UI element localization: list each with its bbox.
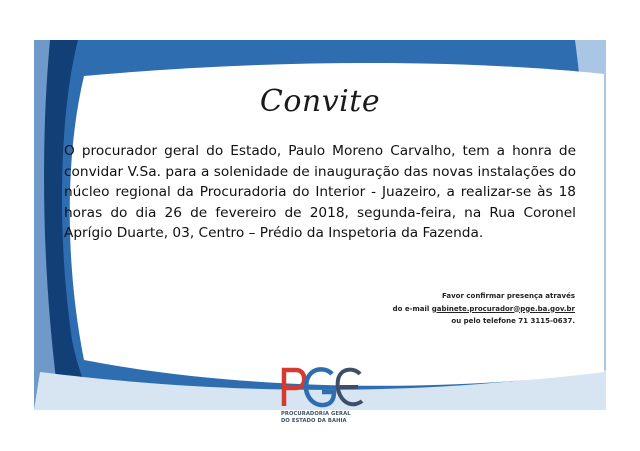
logo-letter-g (306, 369, 334, 405)
rsvp-line-3: ou pelo telefone 71 3115-0637. (451, 317, 575, 325)
logo-caption-line-1: PROCURADORIA GERAL (281, 411, 351, 417)
logo-letter-p (284, 370, 304, 406)
invitation-title: Convite (259, 84, 381, 119)
logo-letter-e (338, 370, 362, 405)
invitation-body: O procurador geral do Estado, Paulo Moreno Carvalho, tem a honra de convidar V.Sa. para a solenidade de inauguração das novas instalações do núcleo regional da Procuradoria do Interior - Juazeiro, a realizar-se às 18 horas do dia 26 de fevereiro de 2018, segunda-feira, na Rua Coronel Aprígio Duarte, 03, Centro – Prédio da Inspetoria da Fazenda. (64, 143, 576, 242)
rsvp-email-link[interactable]: gabinete.procurador@pge.ba.gov.br (431, 304, 575, 313)
rsvp-note (315, 290, 575, 328)
pge-logo-mark (276, 364, 366, 410)
pge-logo (276, 364, 366, 436)
rsvp-email-prefix: do e-mail (392, 304, 432, 313)
logo-caption-line-2: DO ESTADO DA BAHIA (281, 417, 347, 424)
rsvp-line-2 (315, 303, 575, 316)
pge-logo-caption (281, 411, 371, 424)
rsvp-line-1: Favor confirmar presença através (442, 292, 575, 300)
